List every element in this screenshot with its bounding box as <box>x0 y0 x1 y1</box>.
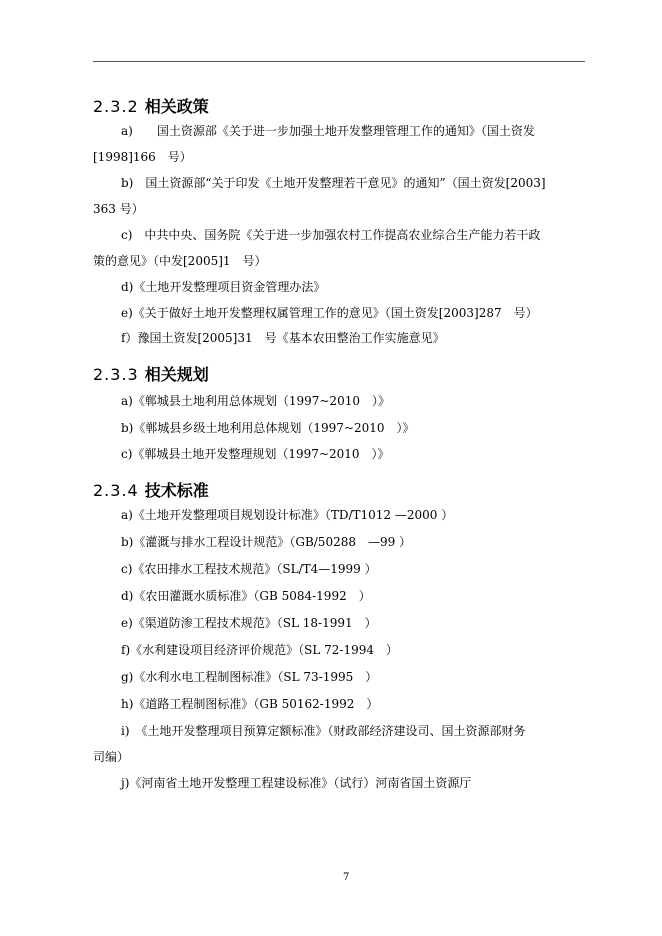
section-number: 2.3.3 <box>93 365 139 384</box>
standards-item-a: a)《土地开发整理项目规划设计标准》（TD/T1012 —2000 ） <box>121 508 454 522</box>
section-heading-policy <box>93 94 209 117</box>
header-rule <box>93 61 585 62</box>
section-heading-planning <box>93 362 209 385</box>
standards-item-i-line1: i) 《土地开发整理项目预算定额标准》（财政部经济建设司、国土资源部财务 <box>121 724 526 738</box>
section-title: 技术标准 <box>144 481 209 500</box>
policy-item-d: d)《土地开发整理项目资金管理办法》 <box>121 280 326 294</box>
policy-item-a-line1: a) 国土资源部《关于进一步加强土地开发整理管理工作的通知》（国土资发 <box>121 124 535 138</box>
standards-item-e: e)《渠道防渗工程技术规范》（SL 18-1991 ） <box>121 616 377 630</box>
planning-item-b: b)《郸城县乡级土地利用总体规划（1997~2010 ）》 <box>121 421 415 435</box>
policy-item-e: e)《关于做好土地开发整理权属管理工作的意见》（国土资发[2003]287 号） <box>121 306 538 320</box>
policy-item-b-line1: b) 国土资源部“关于印发《土地开发整理若干意见》的通知”（国土资发[2003] <box>121 176 546 190</box>
policy-item-a-line2: [1998]166 号） <box>93 150 192 164</box>
policy-item-f: f）豫国土资发[2005]31 号《基本农田整治工作实施意见》 <box>121 331 445 345</box>
planning-item-c: c)《郸城县土地开发整理规划（1997~2010 ）》 <box>121 447 390 461</box>
standards-item-i-line2: 司编） <box>93 750 130 764</box>
policy-item-c-line1: c) 中共中央、国务院《关于进一步加强农村工作提高农业综合生产能力若干政 <box>121 228 541 242</box>
section-title: 相关政策 <box>144 97 209 116</box>
section-title: 相关规划 <box>144 365 209 384</box>
section-heading-standards <box>93 478 209 501</box>
standards-item-g: g)《水利水电工程制图标准》（SL 73-1995 ） <box>121 670 378 684</box>
section-number: 2.3.2 <box>93 97 139 116</box>
section-number: 2.3.4 <box>93 481 139 500</box>
planning-item-a: a)《郸城县土地利用总体规划（1997~2010 ）》 <box>121 394 390 408</box>
page-number: 7 <box>343 872 350 883</box>
standards-item-b: b)《灌溉与排水工程设计规范》（GB/50288 —99 ） <box>121 535 412 549</box>
policy-item-b-line2: 363 号） <box>93 202 144 216</box>
standards-item-f: f)《水利建设项目经济评价规范》（SL 72-1994 ） <box>121 643 398 657</box>
standards-item-j: j)《河南省土地开发整理工程建设标准》（试行）河南省国土资源厅 <box>121 776 472 790</box>
standards-item-h: h)《道路工程制图标准》（GB 50162-1992 ） <box>121 697 379 711</box>
policy-item-c-line2: 策的意见》（中发[2005]1 号） <box>93 254 267 268</box>
standards-item-c: c)《农田排水工程技术规范》（SL/T4—1999 ） <box>121 562 377 576</box>
standards-item-d: d)《农田灌溉水质标准》（GB 5084-1992 ） <box>121 589 371 603</box>
